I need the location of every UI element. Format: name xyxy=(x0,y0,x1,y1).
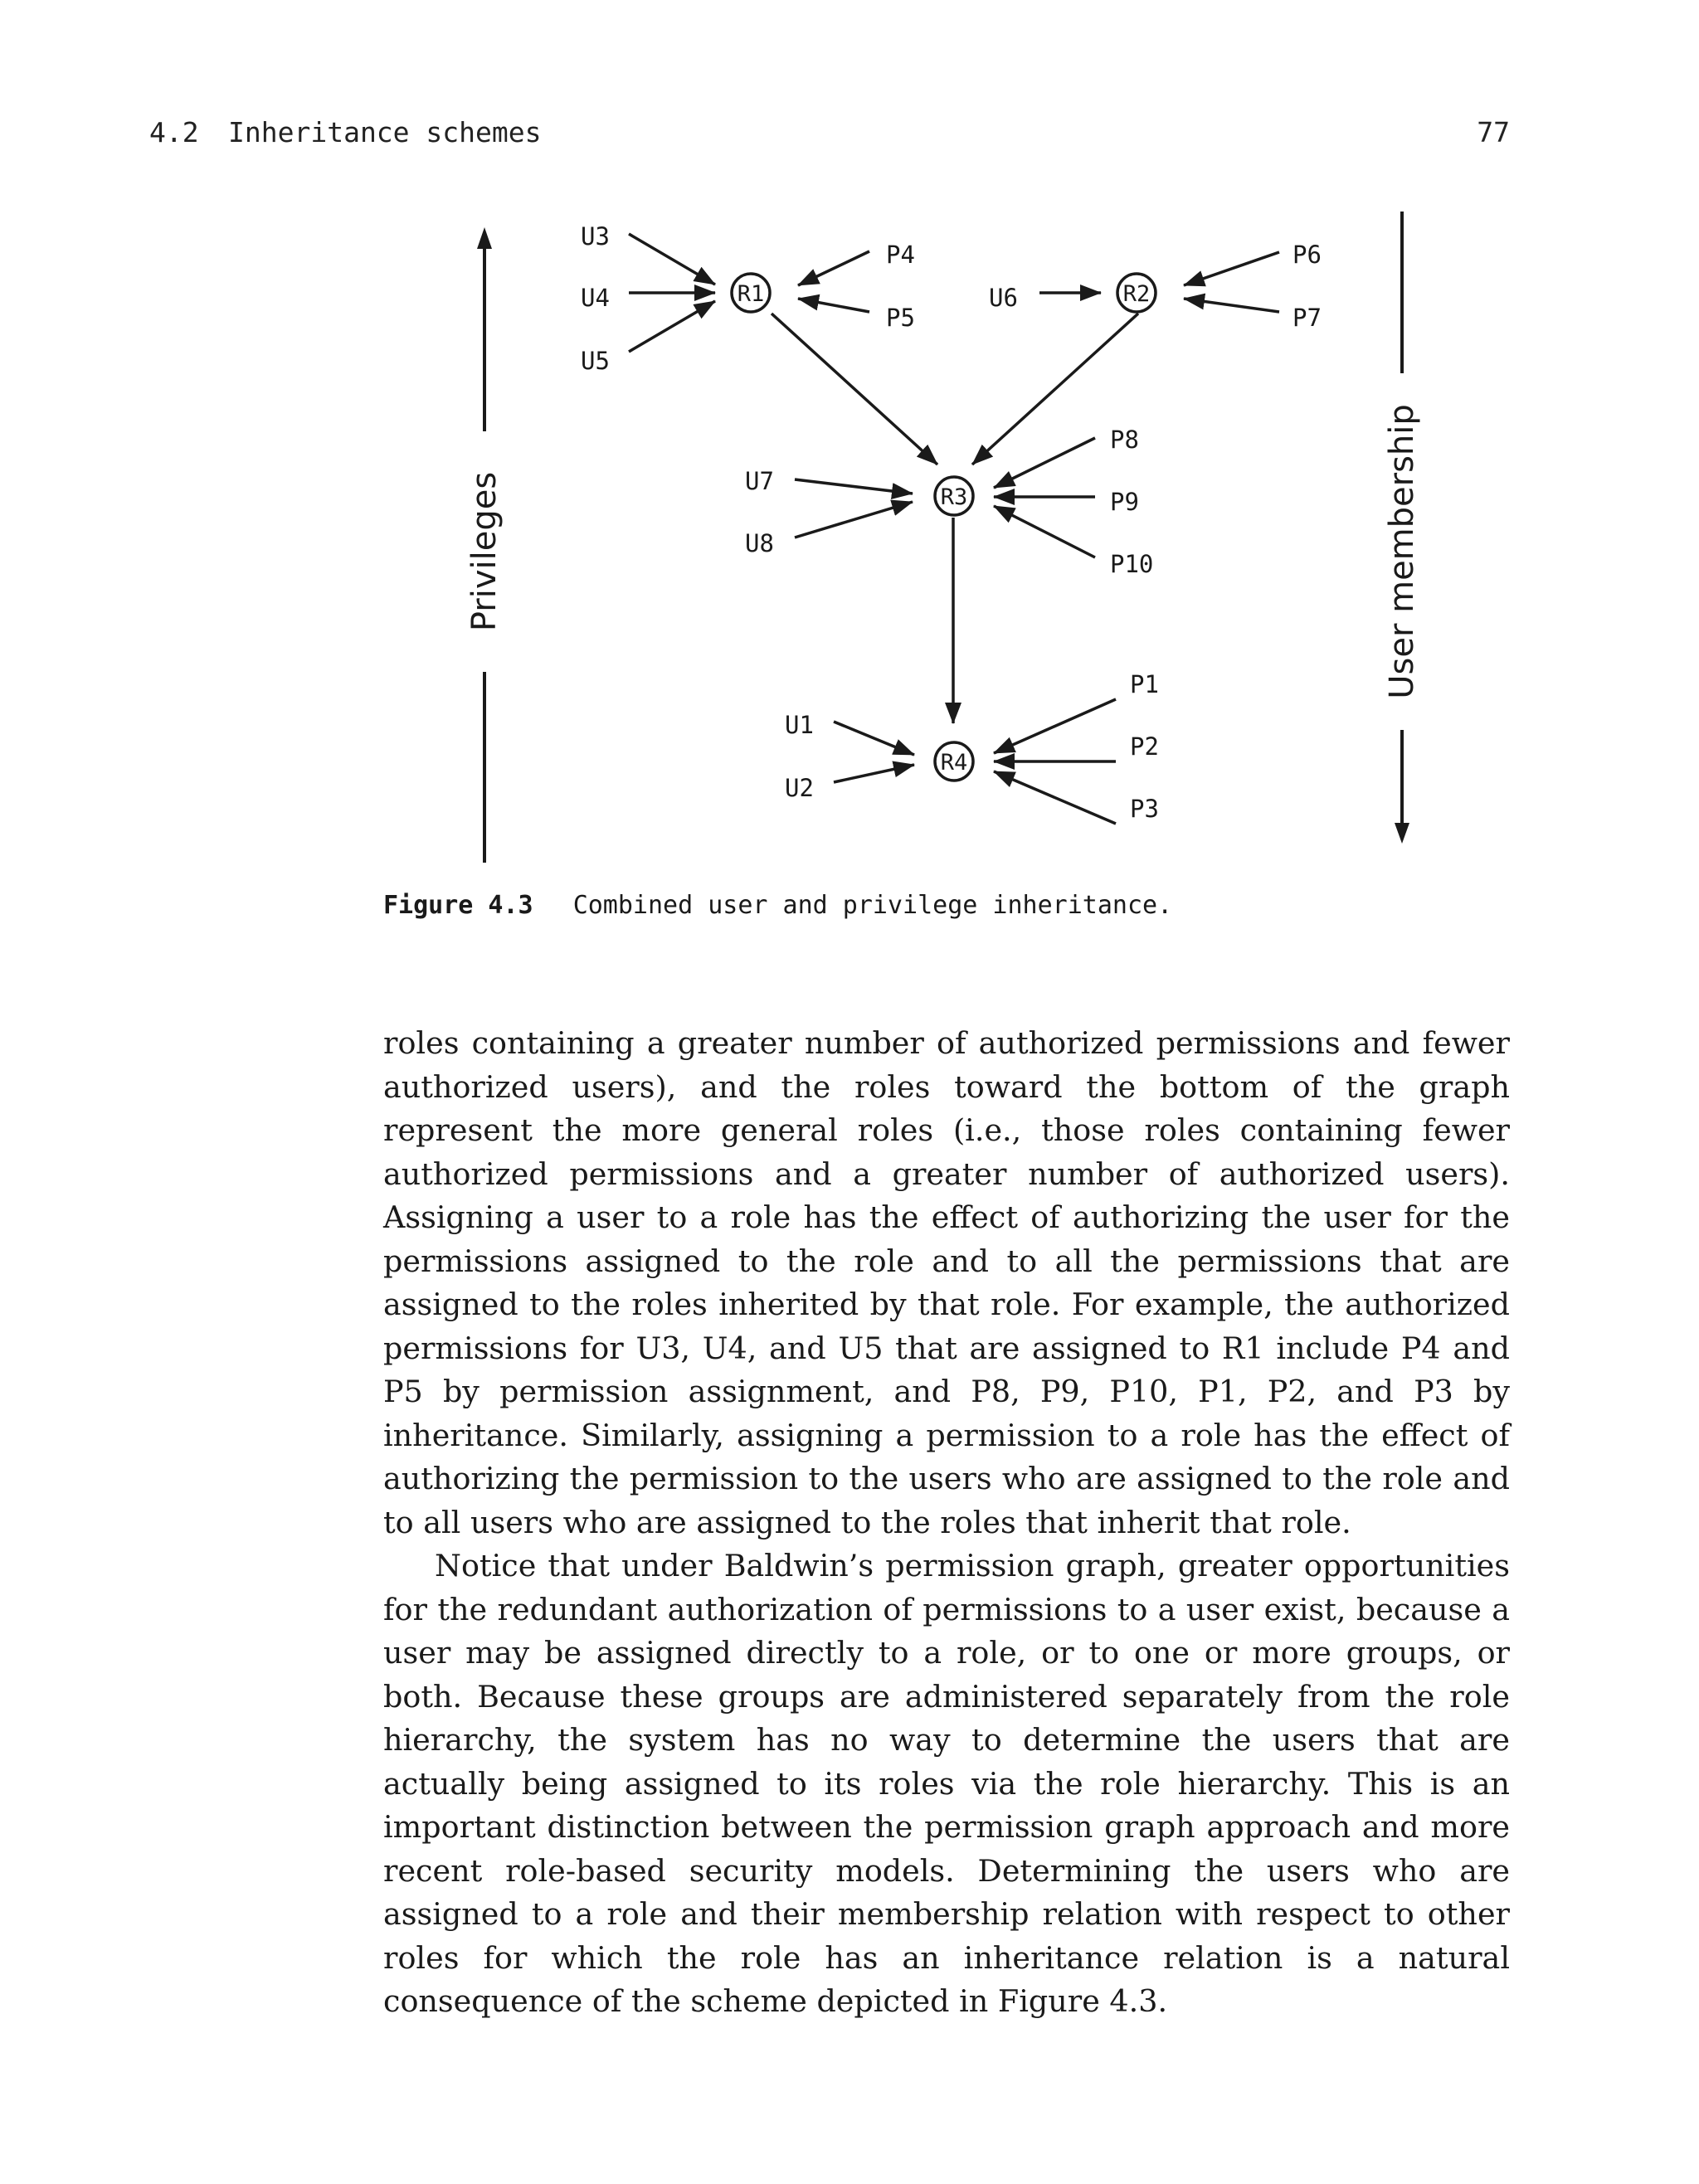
edge-u2-r4 xyxy=(834,765,914,782)
edge-u5-r1 xyxy=(629,301,715,352)
edge-p5-r1 xyxy=(798,299,869,312)
section-title: Inheritance schemes xyxy=(228,116,542,148)
permission-label-p1: P1 xyxy=(1130,670,1159,698)
privileges-axis xyxy=(465,227,504,863)
user-label-u8: U8 xyxy=(745,529,774,557)
user-label-u6: U6 xyxy=(989,284,1018,312)
paragraph: roles containing a greater number of authorized permissions and fewer authorized users), and the roles toward the bottom of the graph represent the more general roles (i.e., those roles containing fewer authorized permissions and a greater number of authorized users). Assigning a user to a role has the effect of authorizing the user for the permissions assigned to the role and to all the permissions that are assigned to the roles inherited by that role. For example, the authorized permissions for U3, U4, and U5 that are assigned to R1 include P4 and P5 by permission assignment, and P8, P9, P10, P1, P2, and P3 by inheritance. Similarly, assigning a permission to a role has the effect of authorizing the permission to the users who are assigned to the role and to all users who are assigned to the roles that inherit that role. xyxy=(383,1025,1510,1540)
edge-r1-r3 xyxy=(772,314,937,465)
permission-label-p5: P5 xyxy=(886,304,915,332)
figure-caption-label: Figure 4.3 xyxy=(383,891,533,920)
role-node-r4 xyxy=(935,742,973,781)
edges xyxy=(629,234,1279,824)
permission-label-p3: P3 xyxy=(1130,795,1159,823)
user-label-u4: U4 xyxy=(581,284,610,312)
edge-p1-r4 xyxy=(994,699,1116,753)
edge-u1-r4 xyxy=(834,722,914,755)
paragraph: Notice that under Baldwin’s permission graph, greater opportunities for the redundant authorization of permissions to a user exist, because a user may be assigned directly to a role, or to one or more groups, or both. Because these groups are administered separately from the role hierarchy, the system has no way to determine the users that are actually being assigned to its roles via the role hierarchy. This is an important distinction between the permission graph approach and more recent role-based security models. Determining the users who are assigned to a role and their membership relation with respect to other roles for which the role has an inheritance relation is a natural consequence of the scheme depicted in Figure 4.3. xyxy=(383,1548,1510,2019)
arrow-down-icon xyxy=(1395,823,1409,844)
user-label-u3: U3 xyxy=(581,222,610,251)
body-text xyxy=(383,1022,1510,2024)
edge-u3-r1 xyxy=(629,234,715,285)
edge-p8-r3 xyxy=(994,438,1095,488)
figure-caption-text: Combined user and privilege inheritance. xyxy=(572,891,1173,920)
page-number: 77 xyxy=(1477,116,1510,148)
edge-u7-r3 xyxy=(795,479,913,494)
arrow-up-icon xyxy=(477,227,492,249)
privileges-label: Privileges xyxy=(465,471,504,632)
user-label-u2: U2 xyxy=(785,774,814,802)
role-label-r1: R1 xyxy=(737,281,765,307)
permission-label-p8: P8 xyxy=(1110,426,1139,454)
figure-caption xyxy=(383,891,1545,920)
permission-label-p6: P6 xyxy=(1293,241,1322,269)
role-node-r3 xyxy=(935,477,973,515)
permission-label-p2: P2 xyxy=(1130,732,1159,761)
role-node-r2 xyxy=(1117,274,1156,312)
user-label-u1: U1 xyxy=(785,711,814,739)
edge-p10-r3 xyxy=(994,506,1095,557)
edge-p4-r1 xyxy=(798,251,869,285)
edge-p7-r2 xyxy=(1184,299,1279,312)
user-label-u7: U7 xyxy=(745,467,774,495)
permission-label-p10: P10 xyxy=(1110,550,1154,578)
role-inheritance-diagram xyxy=(0,0,1699,888)
user-label-u5: U5 xyxy=(581,347,610,375)
role-label-r3: R3 xyxy=(940,484,968,510)
permission-label-p7: P7 xyxy=(1293,304,1322,332)
user-membership-axis xyxy=(1383,212,1421,844)
edge-u8-r3 xyxy=(795,502,913,537)
permission-label-p4: P4 xyxy=(886,241,915,269)
role-node-r1 xyxy=(732,274,770,312)
role-label-r2: R2 xyxy=(1122,281,1151,307)
edge-p3-r4 xyxy=(994,771,1116,824)
section-number: 4.2 xyxy=(149,116,199,148)
role-label-r4: R4 xyxy=(940,750,968,776)
user-membership-label: User membership xyxy=(1383,404,1421,699)
permission-label-p9: P9 xyxy=(1110,488,1139,516)
edge-p6-r2 xyxy=(1184,252,1279,285)
